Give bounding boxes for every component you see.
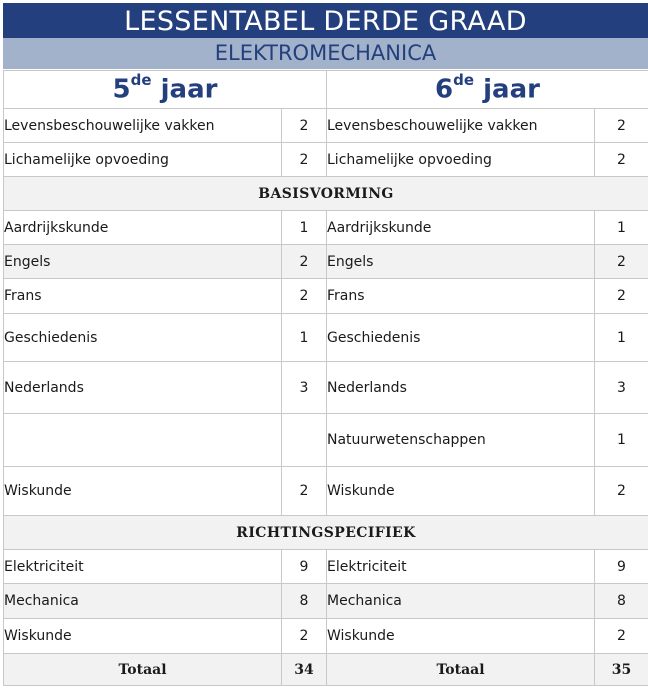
subject-cell: Nederlands [4,362,282,414]
hours-cell: 3 [595,362,648,414]
page-title: LESSENTABEL DERDE GRAAD [3,3,648,38]
hours-cell: 2 [282,279,327,314]
hours-cell: 1 [595,211,648,245]
subject-cell: Engels [4,245,282,279]
hours-cell: 3 [282,362,327,414]
hours-cell [282,414,327,467]
table-row [4,245,648,279]
subject-cell: Levensbeschouwelijke vakken [4,109,282,143]
subject-cell: Wiskunde [327,619,595,654]
hours-cell: 8 [282,584,327,619]
total-label: Totaal [327,654,595,686]
table-row [4,414,648,467]
subject-cell: Aardrijkskunde [327,211,595,245]
subject-cell: Wiskunde [4,467,282,516]
hours-cell: 2 [595,279,648,314]
subject-cell: Geschiedenis [4,314,282,362]
section-header-richtingspecifiek [4,516,648,550]
hours-cell: 1 [595,314,648,362]
subject-cell: Lichamelijke opvoeding [4,143,282,177]
subject-cell: Lichamelijke opvoeding [327,143,595,177]
hours-cell: 8 [595,584,648,619]
year-6-header [327,71,648,109]
hours-cell: 2 [282,467,327,516]
total-label: Totaal [4,654,282,686]
subject-cell: Wiskunde [4,619,282,654]
subject-cell: Frans [327,279,595,314]
table-row [4,362,648,414]
year-5-header [4,71,327,109]
table-row [4,211,648,245]
section-title: BASISVORMING [4,177,648,211]
hours-cell: 1 [282,314,327,362]
hours-cell: 1 [282,211,327,245]
table-row [4,584,648,619]
subject-cell: Natuurwetenschappen [327,414,595,467]
subject-cell [4,414,282,467]
subject-cell: Levensbeschouwelijke vakken [327,109,595,143]
section-header-basisvorming [4,177,648,211]
subject-cell: Mechanica [4,584,282,619]
subject-cell: Geschiedenis [327,314,595,362]
table-row [4,143,648,177]
totals-row [4,654,648,686]
total-hours: 34 [282,654,327,686]
hours-cell: 9 [282,550,327,584]
hours-cell: 1 [595,414,648,467]
table-row [4,279,648,314]
hours-cell: 2 [595,467,648,516]
hours-cell: 2 [282,109,327,143]
table-row [4,467,648,516]
page-subtitle: ELEKTROMECHANICA [3,38,648,69]
table-row [4,314,648,362]
hours-cell: 9 [595,550,648,584]
subject-cell: Aardrijkskunde [4,211,282,245]
hours-cell: 2 [282,143,327,177]
table-row [4,550,648,584]
year-6-label: jaar [483,74,540,105]
hours-cell: 2 [595,245,648,279]
subject-cell: Elektriciteit [4,550,282,584]
subject-cell: Engels [327,245,595,279]
table-row [4,619,648,654]
year-5-label: jaar [160,74,218,105]
year-5-number: 5 [112,74,131,105]
hours-cell: 2 [595,109,648,143]
lessons-table [3,70,648,686]
subject-cell: Mechanica [327,584,595,619]
total-hours: 35 [595,654,648,686]
hours-cell: 2 [282,619,327,654]
subject-cell: Frans [4,279,282,314]
year-6-number: 6 [435,74,454,105]
year-5-suffix: de [130,71,152,90]
year-header-row [4,71,648,109]
year-6-suffix: de [453,71,475,90]
section-title: RICHTINGSPECIFIEK [4,516,648,550]
subject-cell: Elektriciteit [327,550,595,584]
hours-cell: 2 [595,619,648,654]
hours-cell: 2 [595,143,648,177]
table-row [4,109,648,143]
hours-cell: 2 [282,245,327,279]
subject-cell: Wiskunde [327,467,595,516]
subject-cell: Nederlands [327,362,595,414]
